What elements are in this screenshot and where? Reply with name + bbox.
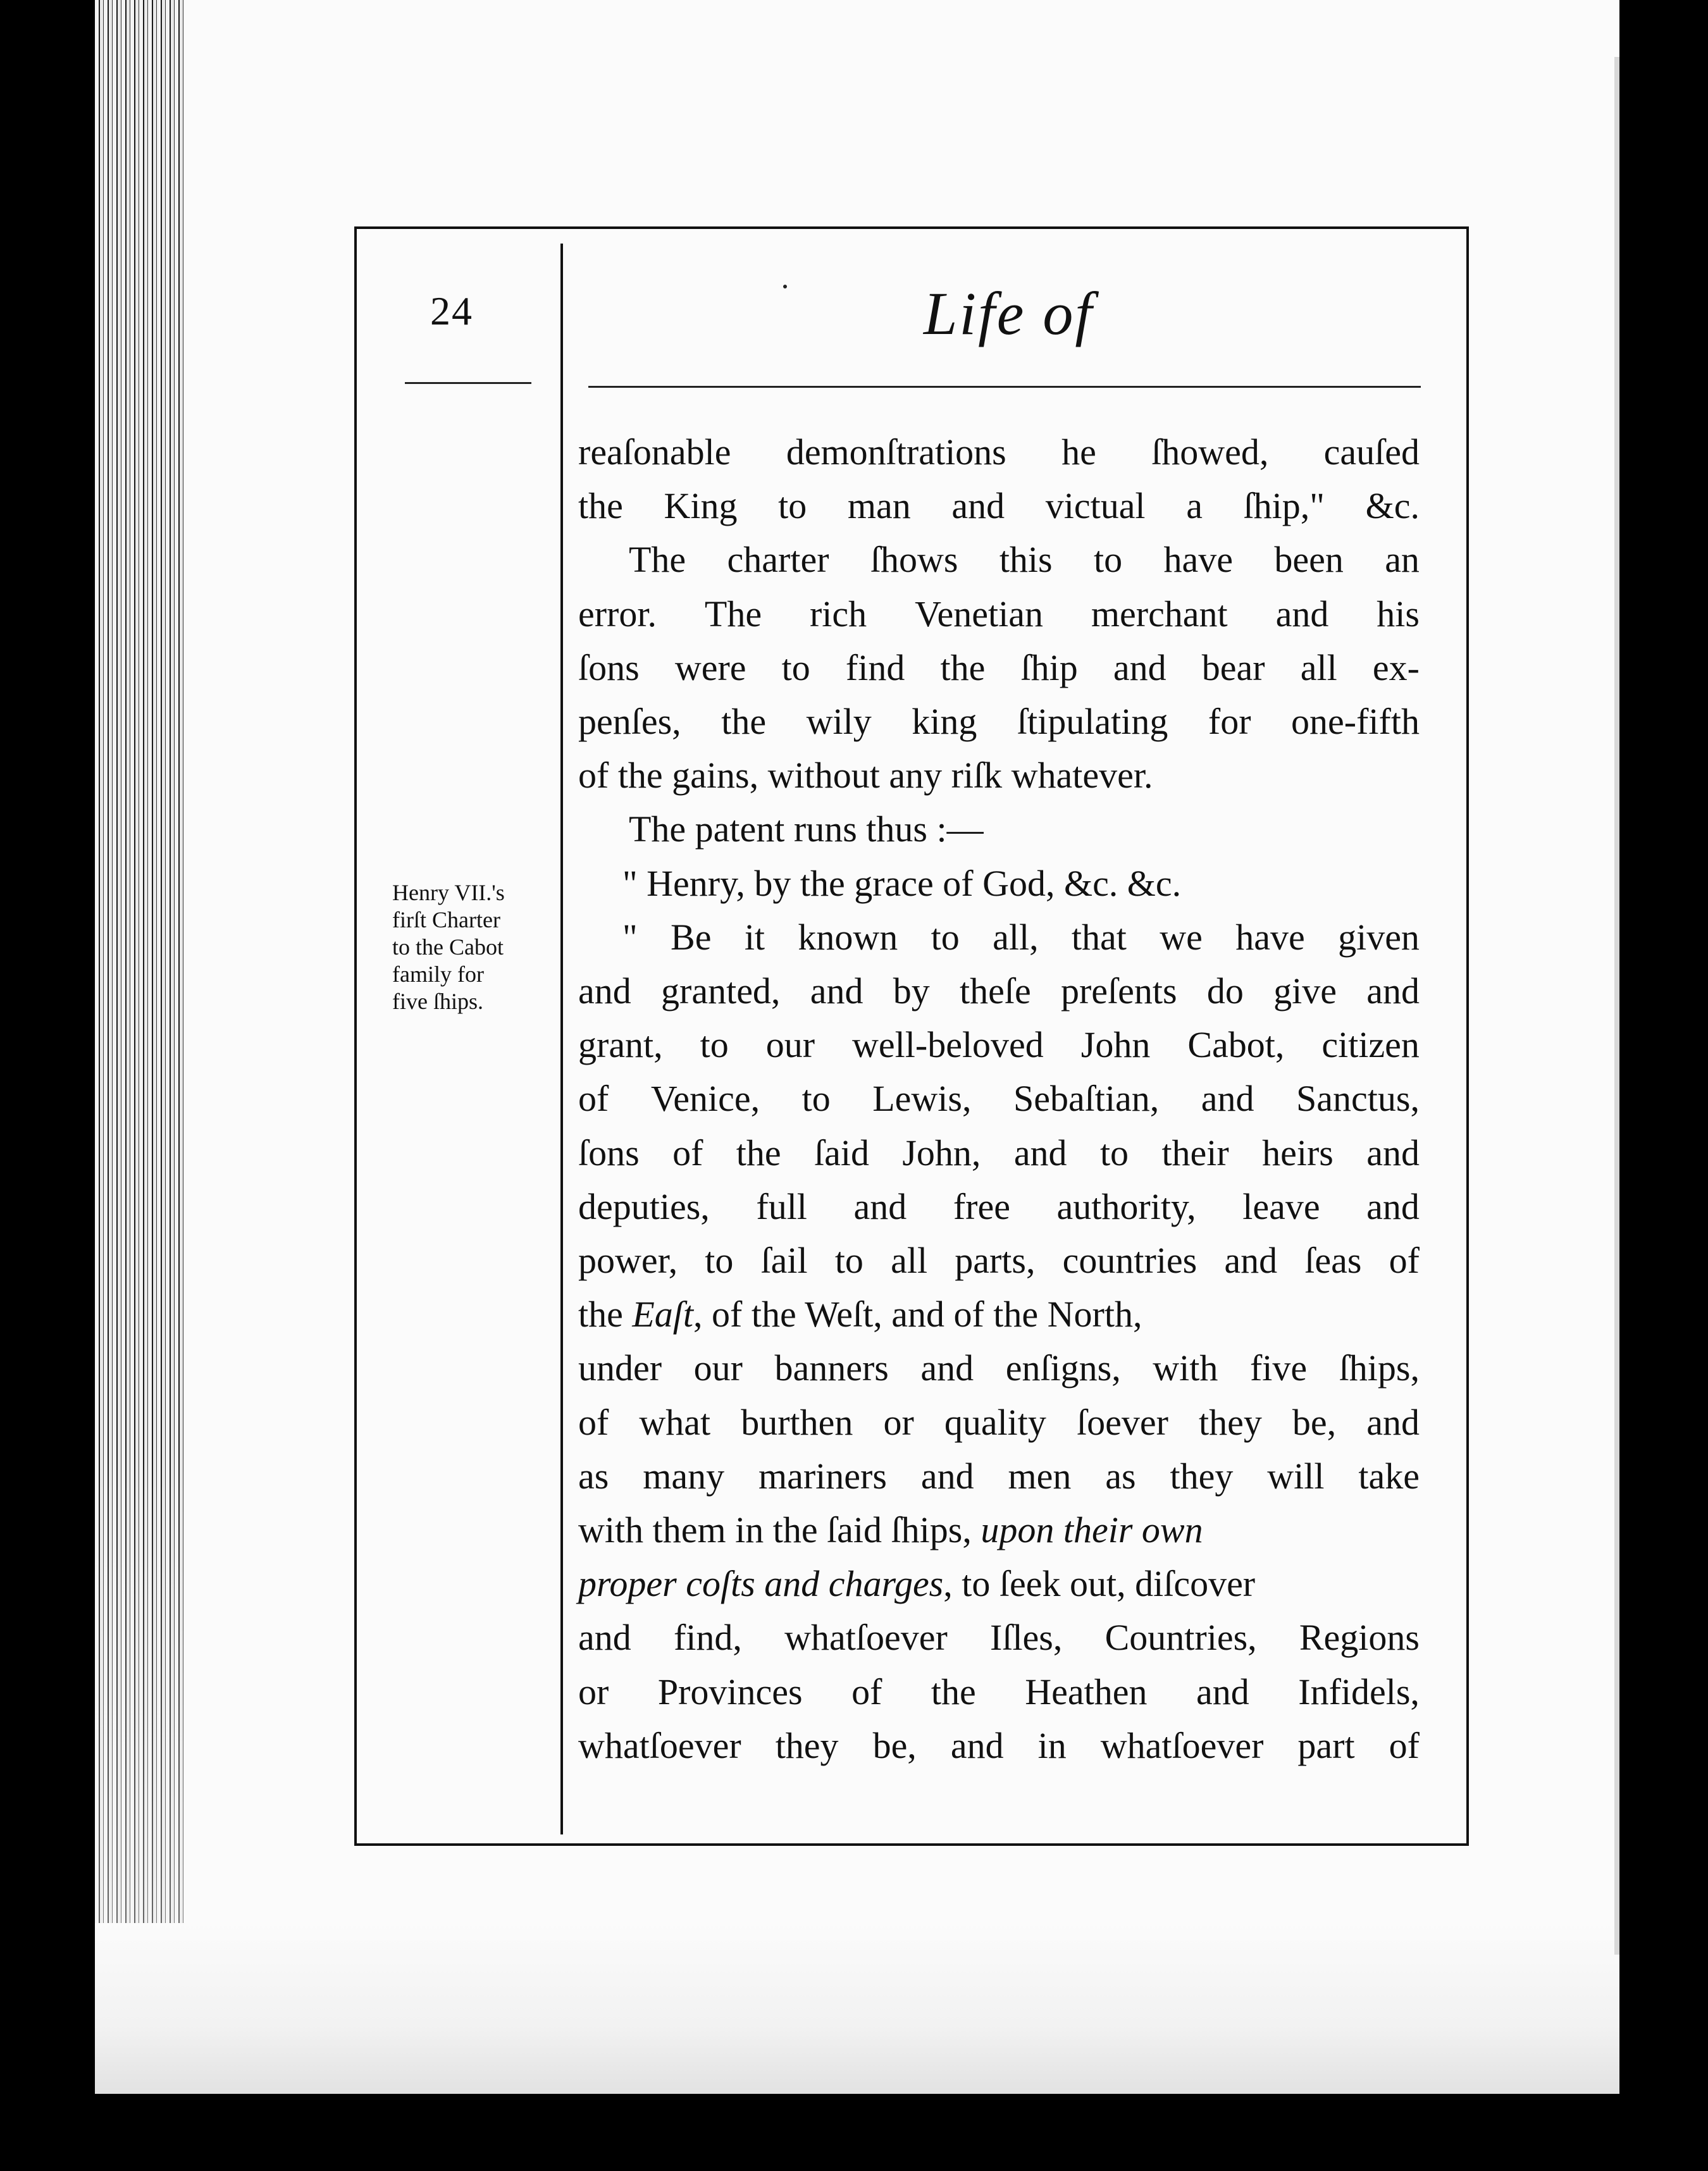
word: find, (673, 1617, 742, 1659)
text-line (578, 748, 1420, 802)
word: " (622, 916, 638, 958)
text-run: , of the Weſt, and of the North, (693, 1294, 1142, 1335)
word: and (578, 1617, 631, 1659)
text-line (578, 802, 1420, 856)
word: part (1297, 1724, 1355, 1766)
word: ſoever (1076, 1401, 1168, 1443)
word: &c. (1365, 485, 1420, 527)
word: the (940, 646, 986, 688)
word: Infidels, (1298, 1671, 1420, 1712)
word: to (778, 485, 807, 527)
word: man (847, 485, 911, 527)
text-line (578, 1126, 1420, 1180)
word: parts, (955, 1240, 1036, 1282)
word: they (775, 1724, 839, 1766)
word: of (1389, 1240, 1420, 1282)
word: Countries, (1105, 1617, 1257, 1659)
word: we (1160, 916, 1203, 958)
word: all (1300, 646, 1337, 688)
word: whatſoever (1100, 1724, 1264, 1766)
marginal-note-line: to the Cabot (392, 934, 504, 960)
word: or (883, 1401, 914, 1443)
word: penſes, (578, 701, 681, 743)
word: and (1201, 1078, 1254, 1120)
word: full (756, 1185, 807, 1227)
text-line (578, 910, 1420, 964)
text-line (578, 533, 1420, 586)
page-bottom-shadow (95, 1923, 1619, 2094)
word: enſigns, (1005, 1347, 1121, 1389)
word: many (643, 1455, 725, 1497)
page-edges-fade (95, 1455, 183, 1936)
word: known (798, 916, 898, 958)
text-run: with them in the ſaid ſhips, (578, 1509, 972, 1551)
word: by (893, 970, 930, 1012)
text-line (578, 425, 1420, 479)
word: give (1273, 970, 1337, 1012)
word: ſtipulating (1017, 701, 1168, 743)
word: or (578, 1671, 609, 1712)
word: and (1366, 1132, 1420, 1173)
word: king (912, 701, 977, 743)
word: and (853, 1185, 907, 1227)
word: ſhips, (1339, 1347, 1420, 1389)
word: and (578, 970, 631, 1012)
word: whatſoever (784, 1617, 948, 1659)
word: men (1008, 1455, 1072, 1497)
word: the (736, 1132, 781, 1173)
word: their (1161, 1132, 1229, 1173)
word: burthen (741, 1401, 853, 1443)
word: ſhip," (1243, 485, 1325, 527)
word: John (1080, 1024, 1151, 1066)
word: ſeas (1304, 1240, 1362, 1282)
word: that (1071, 916, 1127, 958)
word: for (1208, 701, 1251, 743)
word: Sanctus, (1296, 1078, 1420, 1120)
running-title: Life of (924, 280, 1094, 347)
word: deputies, (578, 1185, 710, 1227)
word: the (578, 485, 623, 527)
word: bear (1201, 646, 1265, 688)
word: have (1235, 916, 1305, 958)
word: charter (727, 539, 829, 581)
word: and (1224, 1240, 1278, 1282)
word: as (578, 1455, 609, 1497)
marginal-note-line: five ſhips. (392, 989, 483, 1014)
word: ſons (578, 646, 640, 688)
word: under (578, 1347, 662, 1389)
word: ſhows (870, 539, 958, 581)
word: and (1366, 1401, 1420, 1443)
text-line (578, 479, 1420, 533)
word: all, (993, 916, 1039, 958)
word: the (721, 701, 767, 743)
text-line (578, 695, 1420, 748)
word: King (664, 485, 738, 527)
word: banners (774, 1347, 889, 1389)
text-run: The patent runs thus :— (629, 808, 984, 850)
word: he (1061, 431, 1096, 473)
word: of (578, 1401, 609, 1443)
word: our (693, 1347, 743, 1389)
word: to (801, 1078, 831, 1120)
word: The (704, 593, 762, 634)
marginal-note-line: Henry VII.'s (392, 880, 505, 905)
text-line (578, 1180, 1420, 1234)
word: John, (902, 1132, 981, 1173)
word: ſhowed, (1151, 431, 1269, 473)
word: to (931, 916, 960, 958)
word: Cabot, (1187, 1024, 1285, 1066)
text-line (578, 1557, 1420, 1611)
text-run-italic: upon their own (981, 1509, 1203, 1551)
marginal-note (392, 879, 557, 1015)
word: to (1099, 1132, 1129, 1173)
word: of (1389, 1724, 1420, 1766)
text-line (578, 1072, 1420, 1125)
word: the (931, 1671, 976, 1712)
text-line (578, 1449, 1420, 1503)
word: with (1153, 1347, 1218, 1389)
word: ſaid (814, 1132, 869, 1173)
word: well-beloved (852, 1024, 1044, 1066)
word: have (1163, 539, 1233, 581)
word: they (1198, 1401, 1262, 1443)
word: as (1105, 1455, 1136, 1497)
page-number: 24 (430, 288, 473, 333)
word: countries (1062, 1240, 1197, 1282)
word: this (999, 539, 1053, 581)
word: whatſoever (578, 1724, 741, 1766)
word: to (705, 1240, 734, 1282)
text-line (578, 1665, 1420, 1719)
text-run: of the gains, without any riſk whatever. (578, 755, 1153, 796)
word: power, (578, 1240, 678, 1282)
word: Venetian (915, 593, 1043, 634)
header-rule-left (405, 382, 531, 384)
word: in (1037, 1724, 1067, 1766)
text-line (578, 587, 1420, 641)
word: his (1377, 593, 1420, 634)
word: and (951, 485, 1005, 527)
text-line (578, 1395, 1420, 1449)
word: cauſed (1323, 431, 1420, 473)
word: given (1338, 916, 1420, 958)
text-run-italic: Eaſt (632, 1294, 694, 1335)
word: Heathen (1025, 1671, 1148, 1712)
text-line (578, 1611, 1420, 1664)
word: mariners (758, 1455, 887, 1497)
word: wily (806, 701, 872, 743)
word: heirs (1262, 1132, 1334, 1173)
word: victual (1045, 485, 1146, 527)
word: an (1385, 539, 1420, 581)
word: Provinces (657, 1671, 803, 1712)
word: they (1170, 1455, 1234, 1497)
marginal-note-line: family for (392, 962, 484, 987)
word: quality (944, 1401, 1046, 1443)
word: a (1186, 485, 1203, 527)
text-line (578, 1341, 1420, 1395)
text-line (578, 1287, 1420, 1341)
word: free (953, 1185, 1010, 1227)
word: to (700, 1024, 729, 1066)
word: Be (671, 916, 712, 958)
word: preſents (1060, 970, 1177, 1012)
text-line (578, 1503, 1420, 1557)
text-run: " Henry, by the grace of God, &c. &c. (622, 862, 1182, 904)
print-speck (783, 285, 787, 288)
text-line (578, 964, 1420, 1018)
word: merchant (1091, 593, 1228, 634)
text-line (578, 641, 1420, 695)
word: and (810, 970, 863, 1012)
word: ex- (1372, 646, 1420, 688)
word: demonſtrations (786, 431, 1006, 473)
text-run-italic: proper coſts and charges (578, 1563, 944, 1605)
word: of (851, 1671, 882, 1712)
word: been (1274, 539, 1344, 581)
word: five (1249, 1347, 1308, 1389)
word: reaſonable (578, 431, 731, 473)
text-run: , to ſeek out, diſcover (943, 1563, 1256, 1605)
word: to (834, 1240, 863, 1282)
word: ſhip (1020, 646, 1078, 688)
word: Regions (1299, 1617, 1420, 1659)
right-gutter (1619, 0, 1708, 2171)
word: our (765, 1024, 815, 1066)
word: of (578, 1078, 609, 1120)
word: of (672, 1132, 703, 1173)
word: to (781, 646, 810, 688)
body-text (578, 425, 1420, 1772)
text-line (578, 1234, 1420, 1287)
word: theſe (959, 970, 1031, 1012)
word: were (674, 646, 746, 688)
margin-rule (560, 244, 563, 1834)
word: authority, (1056, 1185, 1196, 1227)
word: and (920, 1347, 974, 1389)
word: it (744, 916, 765, 958)
word: will (1267, 1455, 1325, 1497)
word: be, (872, 1724, 917, 1766)
word: grant, (578, 1024, 663, 1066)
text-line (578, 857, 1420, 910)
word: ſail (760, 1240, 808, 1282)
text-run: the (578, 1294, 623, 1335)
word: to (1093, 539, 1123, 581)
word: take (1358, 1455, 1420, 1497)
word: and (950, 1724, 1004, 1766)
word: and (920, 1455, 974, 1497)
word: and (1366, 1185, 1420, 1227)
word: Lewis, (872, 1078, 972, 1120)
word: what (639, 1401, 711, 1443)
word: and (1113, 646, 1167, 688)
word: citizen (1321, 1024, 1420, 1066)
word: Iſles, (990, 1617, 1063, 1659)
text-line (578, 1018, 1420, 1072)
word: one-fifth (1291, 701, 1420, 743)
word: The (629, 539, 686, 581)
word: granted, (661, 970, 781, 1012)
header-rule-right (588, 386, 1421, 388)
marginal-note-line: firſt Charter (392, 907, 500, 932)
word: Sebaſtian, (1013, 1078, 1160, 1120)
word: be, (1292, 1401, 1337, 1443)
word: and (1275, 593, 1329, 634)
word: ſons (578, 1132, 640, 1173)
word: and (1013, 1132, 1067, 1173)
text-line (578, 1719, 1420, 1772)
word: Venice, (650, 1078, 760, 1120)
word: leave (1242, 1185, 1320, 1227)
word: error. (578, 593, 657, 634)
word: all (891, 1240, 928, 1282)
word: rich (809, 593, 867, 634)
word: and (1196, 1671, 1249, 1712)
word: and (1366, 970, 1420, 1012)
word: do (1206, 970, 1244, 1012)
word: find (845, 646, 905, 688)
